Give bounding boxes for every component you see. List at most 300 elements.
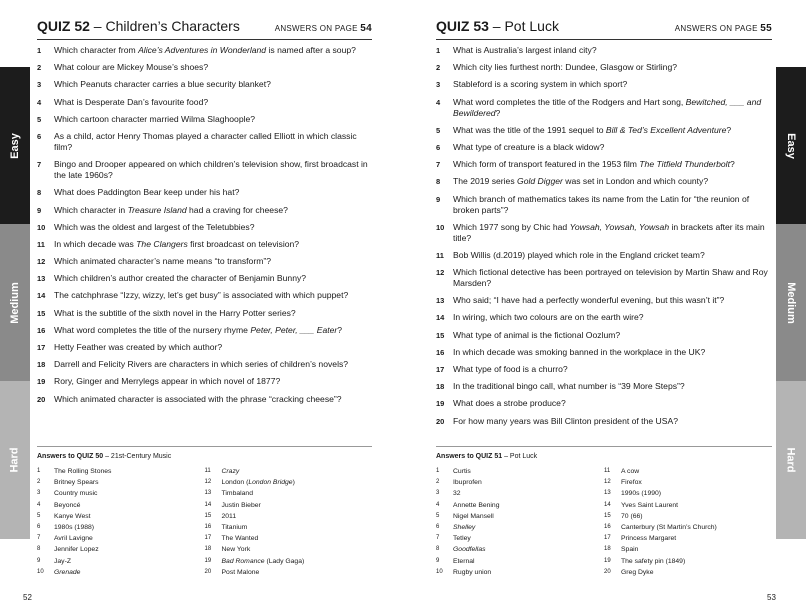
item-number: 8 xyxy=(436,177,441,187)
item-text: Which branch of mathematics takes its name from the Latin for “the reunion of broken parts”? xyxy=(453,193,750,215)
answers-heading-topic: – Pot Luck xyxy=(504,453,538,460)
question-item xyxy=(436,176,772,187)
page-number: 53 xyxy=(767,593,776,602)
item-text: What is the subtitle of the sixth novel in the Harry Potter series? xyxy=(54,307,296,318)
item-text: Avril Lavigne xyxy=(54,535,93,543)
item-text-italic: Treasure Island xyxy=(127,204,187,215)
item-text: Hetty Feather was created by which author? xyxy=(54,342,223,352)
quiz-title xyxy=(436,18,559,34)
item-number: 13 xyxy=(37,274,46,284)
item-text: What was the title of the 1991 sequel to xyxy=(453,124,606,135)
answer-item xyxy=(205,522,373,533)
answer-item xyxy=(436,522,604,533)
answer-columns xyxy=(436,466,772,578)
question-item xyxy=(37,290,372,301)
item-number: 9 xyxy=(436,194,441,204)
answer-item xyxy=(205,544,373,555)
answer-item xyxy=(205,500,373,511)
answers-on-label: ANSWERS ON PAGE xyxy=(674,24,758,33)
item-text: first broadcast on television? xyxy=(187,238,300,249)
answer-item xyxy=(37,556,205,567)
item-text: Tetley xyxy=(453,535,471,543)
item-text: Justin Bieber xyxy=(221,501,261,509)
question-item xyxy=(37,359,372,370)
question-item xyxy=(436,97,772,119)
item-text: Which character in xyxy=(54,204,128,215)
answers-reference xyxy=(275,23,372,34)
item-text-italic: Bad Romance xyxy=(221,557,265,565)
difficulty-tabs xyxy=(776,67,806,539)
item-text-italic: Crazy xyxy=(221,468,240,475)
question-item xyxy=(37,131,372,153)
tab-hard xyxy=(0,381,30,539)
item-number: 1 xyxy=(436,468,440,474)
answers-heading-label: Answers to QUIZ 50 xyxy=(37,453,104,460)
item-text: What colour are Mickey Mouse’s shoes? xyxy=(54,62,209,73)
item-number: 13 xyxy=(436,296,445,306)
answers-page-number: 54 xyxy=(360,23,372,34)
item-text: What does Paddington Bear keep under his hat? xyxy=(54,187,240,198)
answers-box xyxy=(436,446,772,578)
item-text: (Lady Gaga) xyxy=(264,557,305,565)
answers-on-label: ANSWERS ON PAGE xyxy=(274,24,358,33)
quiz-label: QUIZ 53 xyxy=(436,18,489,34)
answer-item xyxy=(436,477,604,488)
answer-item xyxy=(37,488,205,499)
item-number: 11 xyxy=(37,239,45,249)
item-text: What word completes the title of the nursery rhyme xyxy=(54,324,251,335)
item-text: Ibuprofen xyxy=(453,479,482,487)
item-text: Post Malone xyxy=(221,568,260,576)
item-text: Yves Saint Laurent xyxy=(621,501,679,509)
item-number: 5 xyxy=(37,114,42,124)
item-number: 17 xyxy=(604,535,611,542)
item-number: 3 xyxy=(37,490,41,497)
item-text: Which form of transport featured in the 1953 film xyxy=(453,159,640,170)
answer-item xyxy=(436,556,604,567)
item-text: ? xyxy=(726,124,732,135)
item-text-italic: Alice’s Adventures in Wonderland xyxy=(138,45,267,55)
question-item xyxy=(436,416,772,427)
question-item xyxy=(436,364,772,375)
item-number: 20 xyxy=(204,568,212,575)
item-number: 3 xyxy=(37,80,42,90)
item-text: Rory, Ginger and Merrylegs appear in which novel of 1877? xyxy=(54,376,281,387)
item-number: 17 xyxy=(204,535,212,542)
item-text: Stableford is a scoring system in which sport? xyxy=(453,79,628,90)
item-text: The catchphrase “Izzy, wizzy, let’s get busy” is associated with which puppet? xyxy=(54,290,349,301)
question-item xyxy=(37,273,372,284)
question-item xyxy=(37,394,372,405)
item-number: 19 xyxy=(37,377,46,387)
answer-item xyxy=(604,567,772,578)
item-text: For how many years was Bill Clinton president of the USA? xyxy=(453,415,678,426)
question-item xyxy=(37,62,372,73)
item-text: The Rolling Stones xyxy=(54,468,112,475)
item-text: Which animated character’s name means “to transform”? xyxy=(54,256,272,267)
answer-column xyxy=(37,466,205,578)
item-text: Which character from xyxy=(54,45,139,55)
answer-item xyxy=(604,556,772,567)
answer-item xyxy=(205,567,373,578)
item-text: Country music xyxy=(54,490,98,498)
item-text: The 2019 series xyxy=(453,176,518,187)
answers-heading xyxy=(37,453,372,460)
tab-medium-label: Medium xyxy=(9,281,21,324)
item-number: 1 xyxy=(436,46,441,55)
question-item xyxy=(37,325,372,336)
item-text: In which decade was smoking banned in the workplace in the UK? xyxy=(453,346,706,357)
item-text: Kanye West xyxy=(54,512,91,520)
question-item xyxy=(37,342,372,353)
item-text: In which decade was xyxy=(54,238,137,249)
item-text: ? xyxy=(337,324,343,335)
answer-item xyxy=(604,522,772,533)
question-item xyxy=(436,312,772,323)
item-text: in brackets after its main title? xyxy=(453,221,765,243)
item-number: 2 xyxy=(37,63,42,73)
item-text: Bob Willis (d.2019) played which role in the England cricket team? xyxy=(453,249,705,260)
item-text: 2011 xyxy=(221,512,237,520)
item-text: 70 (66) xyxy=(621,512,643,520)
answer-column xyxy=(604,466,772,578)
item-text: Curtis xyxy=(453,468,471,475)
item-number: 17 xyxy=(436,365,445,374)
item-number: 16 xyxy=(204,524,212,531)
item-text: London ( xyxy=(221,479,249,487)
answers-heading-label: Answers to QUIZ 51 xyxy=(436,453,503,460)
item-number: 11 xyxy=(436,250,444,260)
question-item xyxy=(37,187,372,198)
question-item xyxy=(436,222,772,244)
answer-item xyxy=(37,466,205,477)
item-number: 13 xyxy=(604,490,611,497)
tab-medium-label: Medium xyxy=(785,281,797,324)
item-number: 13 xyxy=(204,490,212,497)
answer-item xyxy=(436,567,604,578)
answers-heading xyxy=(436,453,772,460)
item-text: In wiring, which two colours are on the earth wire? xyxy=(453,312,644,323)
item-text: The safety pin (1849) xyxy=(621,557,686,565)
tab-easy xyxy=(0,67,30,224)
tab-hard xyxy=(776,381,806,539)
item-text-italic: Yowsah, Yowsah, Yowsah xyxy=(569,221,670,232)
question-list xyxy=(436,45,772,427)
question-item xyxy=(436,295,772,306)
answer-item xyxy=(205,477,373,488)
item-number: 10 xyxy=(37,568,44,575)
item-text: What is Australia’s largest inland city? xyxy=(453,45,597,55)
answers-box xyxy=(37,446,372,578)
question-item xyxy=(37,205,372,216)
tab-easy-label: Easy xyxy=(784,132,797,159)
answer-item xyxy=(604,500,772,511)
answer-item xyxy=(37,500,205,511)
item-number: 8 xyxy=(37,188,42,198)
item-text: Who said; “I have had a perfectly wonderful evening, but this wasn’t it”? xyxy=(453,295,725,306)
question-item xyxy=(436,267,772,289)
quiz-topic: – Pot Luck xyxy=(492,18,559,34)
item-text: Bingo and Drooper appeared on which children’s television show, first broadcast in the late 1960s? xyxy=(54,159,368,181)
question-item xyxy=(37,159,372,181)
item-number: 20 xyxy=(436,416,445,426)
item-text: Firefox xyxy=(621,479,642,487)
item-text-italic: Gold Digger xyxy=(517,176,563,187)
item-number: 14 xyxy=(37,291,46,301)
quiz-label: QUIZ 52 xyxy=(37,18,90,34)
answer-column xyxy=(205,466,373,578)
item-text: Jennifer Lopez xyxy=(54,546,99,554)
item-text: 1980s (1988) xyxy=(54,524,95,532)
item-text-italic: Grenade xyxy=(54,568,81,576)
item-text: The Wanted xyxy=(221,535,259,543)
answers-heading-topic: – 21st-Century Music xyxy=(105,453,172,460)
question-item xyxy=(436,62,772,73)
difficulty-tabs xyxy=(0,67,30,539)
item-number: 9 xyxy=(37,557,41,564)
answer-item xyxy=(604,533,772,544)
item-number: 9 xyxy=(37,205,42,215)
item-number: 5 xyxy=(436,512,440,519)
answer-item xyxy=(436,466,604,477)
item-text: A cow xyxy=(621,468,640,475)
item-number: 4 xyxy=(37,501,41,508)
question-item xyxy=(436,398,772,409)
item-text-italic: Bill & Ted’s Excellent Adventure xyxy=(605,124,727,135)
answer-item xyxy=(37,511,205,522)
item-number: 17 xyxy=(37,343,46,352)
item-number: 5 xyxy=(37,512,41,519)
answer-item xyxy=(37,533,205,544)
item-text: Which cartoon character married Wilma Slaghoople? xyxy=(54,113,256,124)
item-text: Timbaland xyxy=(221,490,253,498)
item-text-italic: The Clangers xyxy=(136,238,188,249)
tab-easy xyxy=(776,67,806,224)
item-text: New York xyxy=(221,546,251,554)
item-text: Which city lies furthest north: Dundee, Glasgow or Stirling? xyxy=(453,62,678,73)
answer-item xyxy=(604,544,772,555)
question-item xyxy=(436,347,772,358)
item-number: 9 xyxy=(436,557,440,564)
item-number: 10 xyxy=(436,568,443,575)
item-number: 8 xyxy=(37,546,41,553)
item-number: 16 xyxy=(604,524,611,531)
item-number: 18 xyxy=(204,546,212,553)
item-text: was set in London and which county? xyxy=(562,176,709,187)
item-text: Titanium xyxy=(221,524,248,532)
item-text: Which was the oldest and largest of the Teletubbies? xyxy=(54,221,255,232)
item-number: 15 xyxy=(37,308,46,318)
item-text-italic: Peter, Peter, ___ Eater xyxy=(250,324,338,335)
item-text: is named after a soup? xyxy=(266,45,356,55)
answer-item xyxy=(205,488,373,499)
item-text: ? xyxy=(729,159,735,170)
item-number: 3 xyxy=(436,80,441,90)
answer-item xyxy=(205,511,373,522)
item-text: 1990s (1990) xyxy=(621,490,662,498)
answer-item xyxy=(604,488,772,499)
item-number: 7 xyxy=(436,160,441,170)
question-item xyxy=(37,376,372,387)
question-item xyxy=(37,45,372,56)
question-item xyxy=(436,159,772,170)
item-text: In the traditional bingo call, what number is “39 More Steps”? xyxy=(453,381,685,392)
answer-item xyxy=(37,544,205,555)
item-number: 14 xyxy=(604,501,611,508)
question-list xyxy=(37,45,372,405)
question-item xyxy=(436,45,772,56)
item-number: 6 xyxy=(37,131,42,141)
item-text-italic: Shelley xyxy=(453,524,476,532)
item-number: 1 xyxy=(37,46,42,55)
item-text-italic: The Titfield Thunderbolt xyxy=(639,159,730,170)
question-item xyxy=(436,381,772,392)
item-text: Which animated character is associated with the phrase “cracking cheese”? xyxy=(54,393,342,404)
item-number: 11 xyxy=(604,468,611,474)
item-number: 15 xyxy=(204,512,212,519)
item-number: 12 xyxy=(204,479,212,486)
item-number: 18 xyxy=(604,546,611,553)
quiz-title xyxy=(37,18,240,34)
question-item xyxy=(37,308,372,319)
item-text: Which 1977 song by Chic had xyxy=(453,221,570,232)
item-number: 10 xyxy=(37,222,46,232)
item-text: Britney Spears xyxy=(54,479,99,487)
item-number: 18 xyxy=(37,360,46,370)
item-text: What is Desperate Dan’s favourite food? xyxy=(54,96,209,107)
item-text: Greg Dyke xyxy=(621,568,654,576)
question-item xyxy=(37,222,372,233)
question-item xyxy=(436,194,772,216)
item-number: 15 xyxy=(436,330,445,340)
item-number: 5 xyxy=(436,125,441,135)
question-item xyxy=(37,114,372,125)
item-number: 16 xyxy=(436,347,445,357)
answer-item xyxy=(436,511,604,522)
answers-page-number: 55 xyxy=(760,23,772,34)
item-text: Which Peanuts character carries a blue security blanket? xyxy=(54,79,271,90)
item-number: 4 xyxy=(436,501,440,508)
answer-item xyxy=(205,533,373,544)
item-text: Beyoncé xyxy=(54,501,81,509)
answer-column xyxy=(436,466,604,578)
item-text: Canterbury (St Martin’s Church) xyxy=(621,524,717,532)
answer-item xyxy=(436,533,604,544)
answer-item xyxy=(436,488,604,499)
item-number: 14 xyxy=(436,313,445,323)
item-number: 3 xyxy=(436,490,440,497)
item-number: 2 xyxy=(37,479,41,486)
item-text-italic: Goodfellas xyxy=(453,546,486,554)
tab-hard-label: Hard xyxy=(9,447,21,473)
answer-item xyxy=(37,567,205,578)
answers-reference xyxy=(675,23,772,34)
answer-item xyxy=(205,556,373,567)
answer-item xyxy=(436,544,604,555)
answer-item xyxy=(37,522,205,533)
item-number: 7 xyxy=(37,160,42,170)
item-number: 2 xyxy=(436,63,441,73)
item-text: Rugby union xyxy=(453,568,492,576)
item-number: 6 xyxy=(37,524,41,531)
item-number: 20 xyxy=(37,394,46,404)
item-number: 6 xyxy=(436,524,440,531)
question-item xyxy=(436,250,772,261)
item-number: 4 xyxy=(436,97,441,107)
question-item xyxy=(37,256,372,267)
item-text: Darrell and Felicity Rivers are characters in which series of children’s novels? xyxy=(54,359,349,370)
item-text: What does a strobe produce? xyxy=(453,398,566,409)
right-page xyxy=(405,0,810,613)
question-item xyxy=(37,79,372,90)
item-number: 8 xyxy=(436,546,440,553)
question-item xyxy=(436,330,772,341)
item-number: 16 xyxy=(37,325,46,335)
item-number: 7 xyxy=(436,535,440,542)
item-number: 7 xyxy=(37,535,41,542)
quiz-header xyxy=(436,18,772,40)
item-number: 19 xyxy=(204,557,212,564)
item-number: 12 xyxy=(436,268,445,278)
item-number: 19 xyxy=(436,399,445,409)
page-number: 52 xyxy=(23,593,32,602)
item-text: ) xyxy=(292,479,295,487)
item-number: 10 xyxy=(436,222,445,232)
item-text: Jay-Z xyxy=(54,557,71,565)
item-number: 4 xyxy=(37,97,42,107)
tab-easy-label: Easy xyxy=(8,132,21,159)
item-text: Eternal xyxy=(453,557,475,565)
item-number: 12 xyxy=(37,257,46,267)
item-text: What type of creature is a black widow? xyxy=(453,141,605,152)
item-number: 6 xyxy=(436,142,441,152)
item-number: 20 xyxy=(604,568,611,575)
answer-item xyxy=(604,511,772,522)
item-number: 15 xyxy=(604,512,611,519)
item-number: 1 xyxy=(37,468,41,474)
item-text: Which fictional detective has been portrayed on television by Martin Shaw and Roy Marsden? xyxy=(453,267,768,289)
item-text: Spain xyxy=(621,546,639,554)
question-item xyxy=(37,97,372,108)
quiz-topic: – Children’s Characters xyxy=(93,18,240,34)
item-number: 11 xyxy=(204,468,211,474)
item-text: What word completes the title of the Rodgers and Hart song, xyxy=(453,96,686,107)
answer-item xyxy=(37,477,205,488)
answer-item xyxy=(205,466,373,477)
question-item xyxy=(436,125,772,136)
answer-columns xyxy=(37,466,372,578)
tab-medium xyxy=(776,224,806,381)
tab-medium xyxy=(0,224,30,381)
answer-item xyxy=(604,477,772,488)
item-text: Annette Bening xyxy=(453,501,500,509)
item-text: Which children’s author created the character of Benjamin Bunny? xyxy=(54,273,307,284)
item-text: What type of animal is the fictional Oozlum? xyxy=(453,329,621,340)
tab-hard-label: Hard xyxy=(785,447,797,473)
item-text: had a craving for cheese? xyxy=(186,204,288,215)
item-text: Nigel Mansell xyxy=(453,512,494,520)
question-item xyxy=(37,239,372,250)
item-text: As a child, actor Henry Thomas played a character called Elliott in which classic film? xyxy=(54,130,357,152)
item-number: 18 xyxy=(436,382,445,392)
item-text: ? xyxy=(495,107,501,118)
question-item xyxy=(436,79,772,90)
item-number: 2 xyxy=(436,479,440,486)
answer-item xyxy=(436,500,604,511)
item-number: 12 xyxy=(604,479,611,486)
quiz-header xyxy=(37,18,372,40)
item-text: What type of food is a churro? xyxy=(453,364,568,374)
